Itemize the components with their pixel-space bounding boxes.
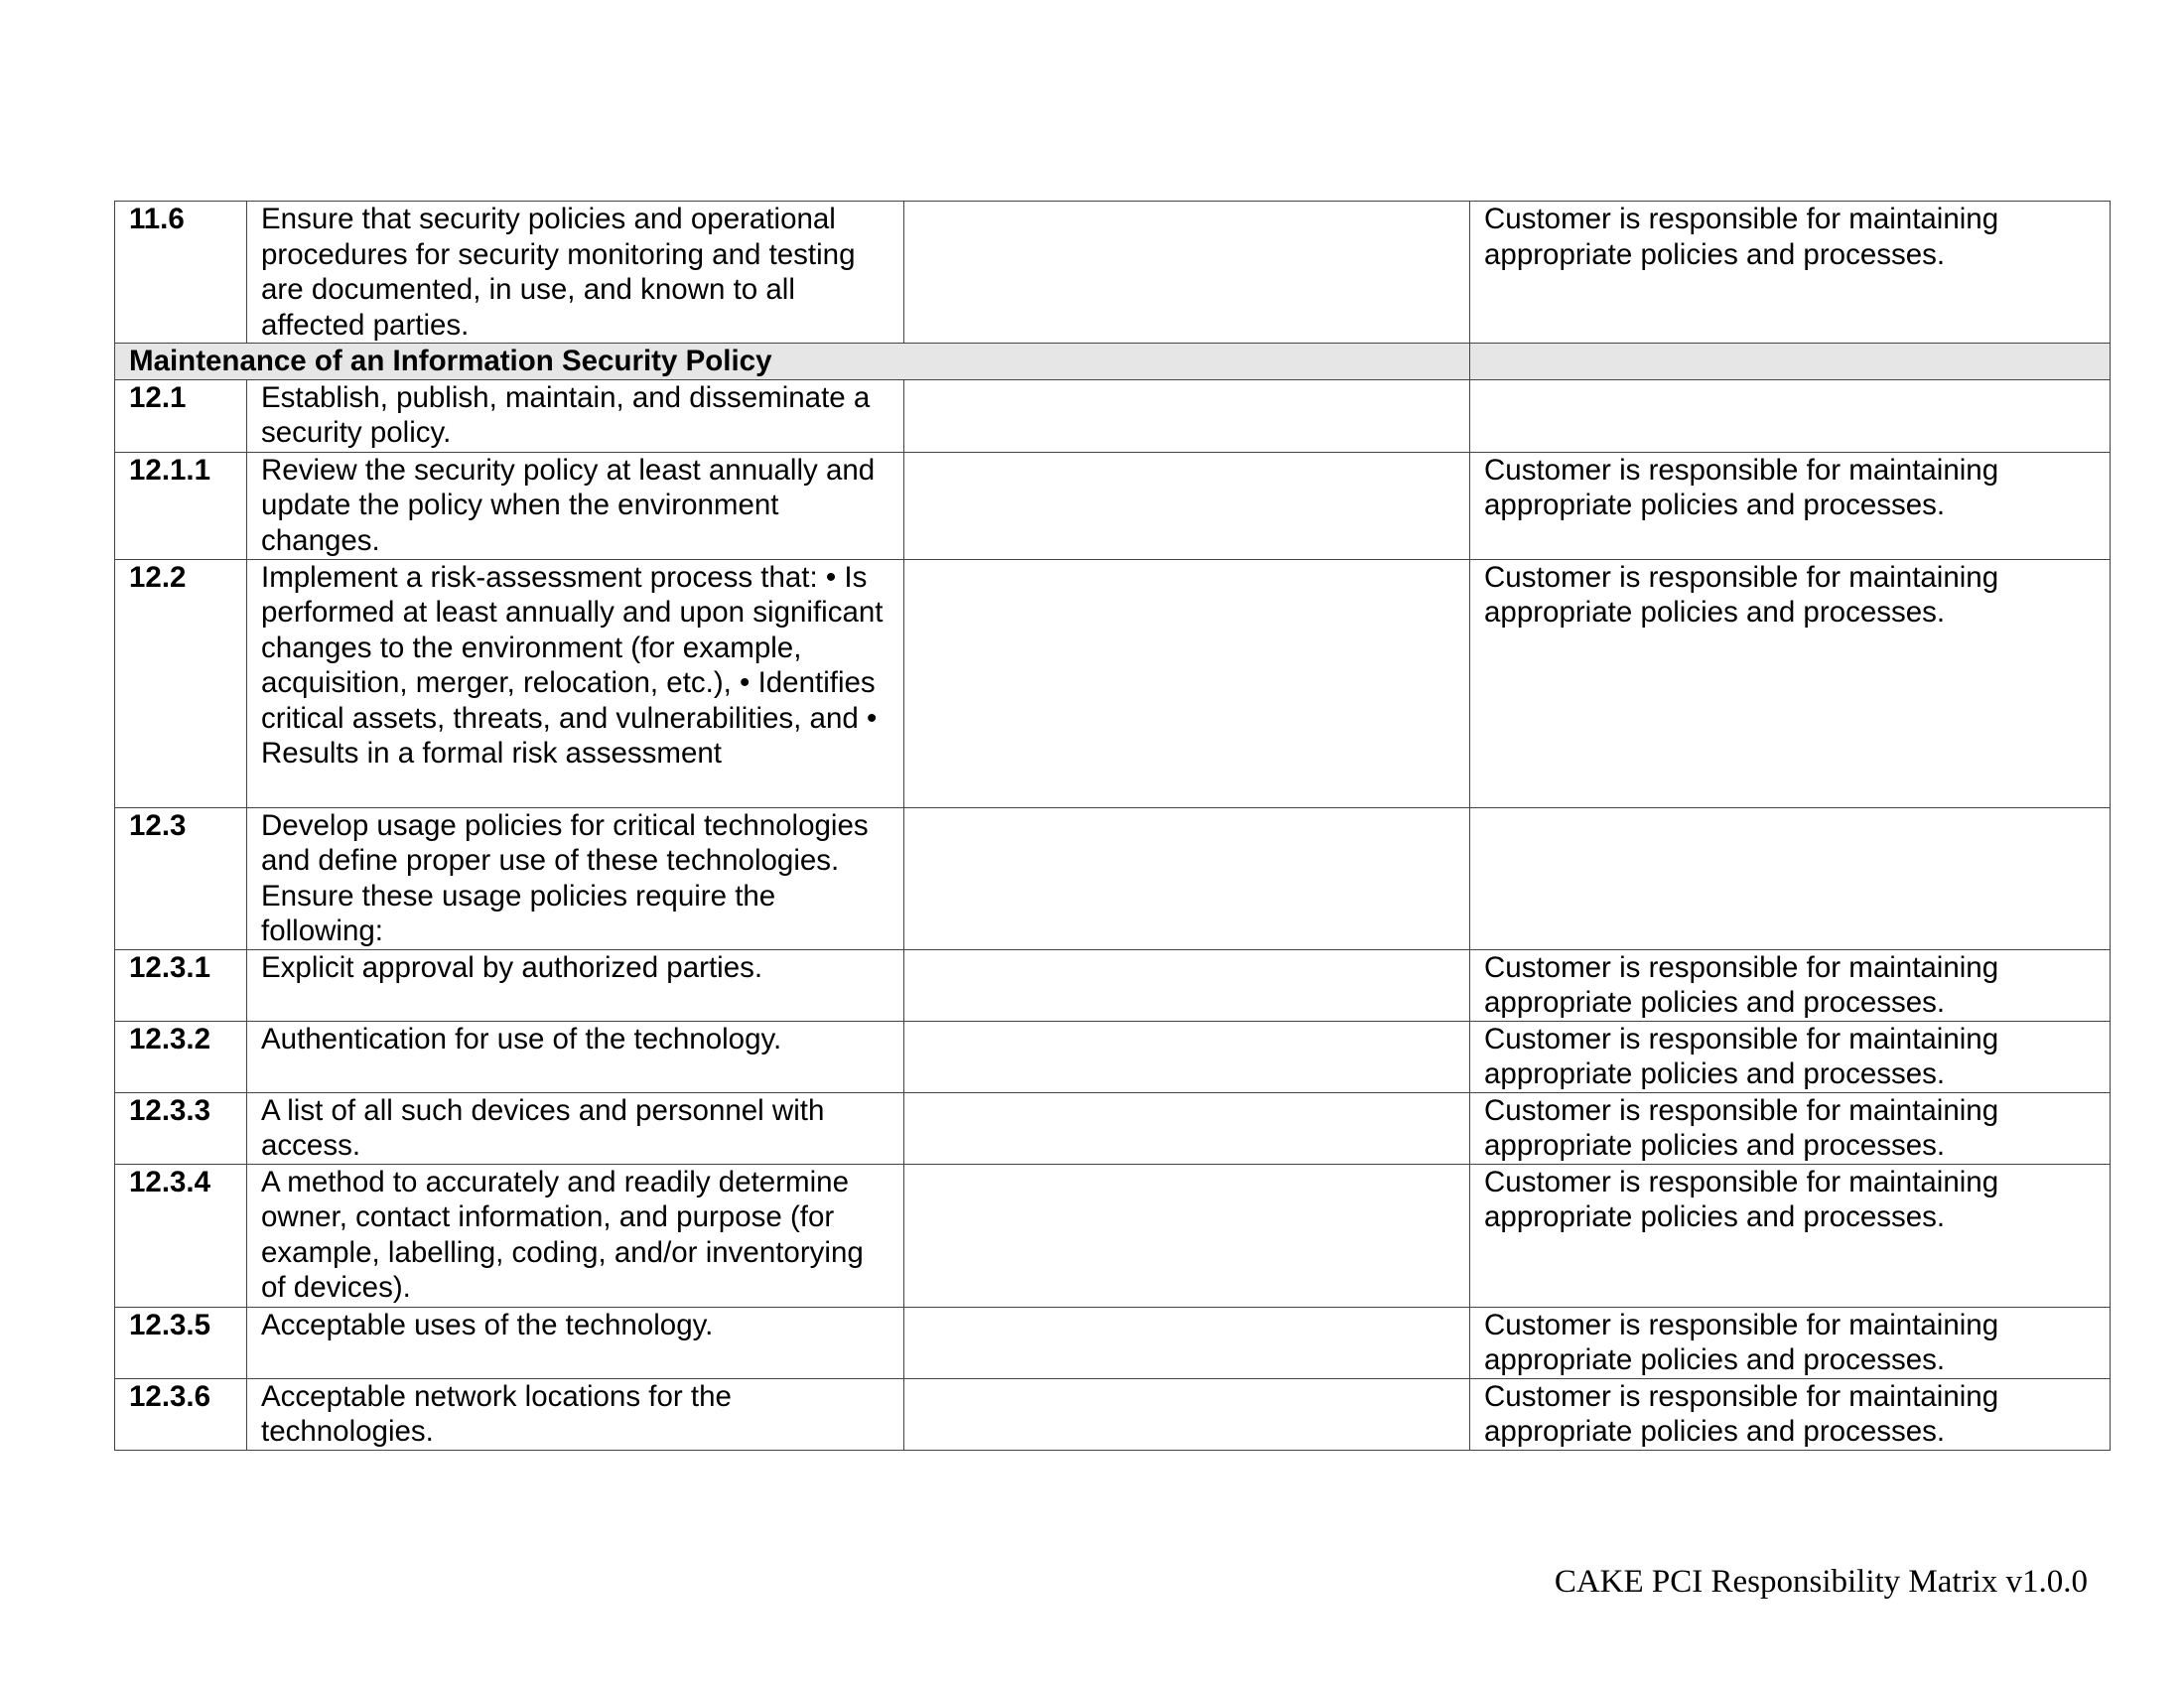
requirement-text: Ensure that security policies and operational procedures for security monitoring and testing are documented, in use, and known to all affected parties.	[247, 202, 904, 344]
responsibility-text: Customer is responsible for maintaining appropriate policies and processes.	[1470, 1021, 2111, 1092]
notes-cell	[904, 1092, 1470, 1164]
responsibility-text: Customer is responsible for maintaining appropriate policies and processes.	[1470, 452, 2111, 559]
responsibility-text	[1470, 807, 2111, 949]
notes-cell	[904, 1378, 1470, 1450]
table-row	[115, 1307, 2111, 1378]
requirement-id: 12.3.6	[115, 1378, 247, 1450]
responsibility-text: Customer is responsible for maintaining appropriate policies and processes.	[1470, 1378, 2111, 1450]
responsibility-text: Customer is responsible for maintaining appropriate policies and processes.	[1470, 1307, 2111, 1378]
table-row	[115, 1378, 2111, 1450]
responsibility-text: Customer is responsible for maintaining appropriate policies and processes.	[1470, 949, 2111, 1021]
requirement-text: A list of all such devices and personnel with access.	[247, 1092, 904, 1164]
notes-cell	[904, 1021, 1470, 1092]
section-title: Maintenance of an Information Security Policy	[115, 344, 1470, 380]
table-row	[115, 202, 2111, 344]
requirement-id: 12.3.4	[115, 1164, 247, 1307]
notes-cell	[904, 379, 1470, 452]
document-footer: CAKE PCI Responsibility Matrix v1.0.0	[1554, 1564, 2088, 1600]
section-empty-cell	[1470, 344, 2111, 380]
requirement-id: 12.3.5	[115, 1307, 247, 1378]
notes-cell	[904, 452, 1470, 559]
requirement-id: 12.3.3	[115, 1092, 247, 1164]
notes-cell	[904, 1164, 1470, 1307]
matrix-body	[115, 202, 2111, 1451]
table-row	[115, 1164, 2111, 1307]
table-row	[115, 379, 2111, 452]
requirement-text: Review the security policy at least annually and update the policy when the environment changes.	[247, 452, 904, 559]
requirement-text: Acceptable uses of the technology.	[247, 1307, 904, 1378]
requirement-id: 12.3.1	[115, 949, 247, 1021]
notes-cell	[904, 1307, 1470, 1378]
notes-cell	[904, 949, 1470, 1021]
requirement-id: 12.1.1	[115, 452, 247, 559]
requirement-text: Authentication for use of the technology.	[247, 1021, 904, 1092]
requirement-text: Implement a risk-assessment process that: • Is performed at least annually and upon significant changes to the environment (for example, acquisition, merger, relocation, etc.), • Identifies critical assets, threats, and vulnerabilities, and • Results in a formal risk assessment	[247, 559, 904, 807]
responsibility-matrix-table	[114, 201, 2111, 1451]
requirement-id: 12.2	[115, 559, 247, 807]
table-row	[115, 807, 2111, 949]
requirement-id: 12.3	[115, 807, 247, 949]
requirement-id: 11.6	[115, 202, 247, 344]
table-row	[115, 452, 2111, 559]
table-row	[115, 1021, 2111, 1092]
requirement-id: 12.1	[115, 379, 247, 452]
responsibility-text: Customer is responsible for maintaining appropriate policies and processes.	[1470, 1164, 2111, 1307]
requirement-text: Acceptable network locations for the technologies.	[247, 1378, 904, 1450]
responsibility-text: Customer is responsible for maintaining appropriate policies and processes.	[1470, 202, 2111, 344]
requirement-text: Explicit approval by authorized parties.	[247, 949, 904, 1021]
notes-cell	[904, 202, 1470, 344]
responsibility-text: Customer is responsible for maintaining appropriate policies and processes.	[1470, 559, 2111, 807]
responsibility-text	[1470, 379, 2111, 452]
table-row	[115, 1092, 2111, 1164]
responsibility-text: Customer is responsible for maintaining appropriate policies and processes.	[1470, 1092, 2111, 1164]
requirement-text: Develop usage policies for critical technologies and define proper use of these technologies. Ensure these usage policies require the following:	[247, 807, 904, 949]
requirement-text: Establish, publish, maintain, and disseminate a security policy.	[247, 379, 904, 452]
notes-cell	[904, 807, 1470, 949]
table-row	[115, 559, 2111, 807]
requirement-text: A method to accurately and readily determine owner, contact information, and purpose (for example, labelling, coding, and/or inventorying of devices).	[247, 1164, 904, 1307]
section-header-row	[115, 344, 2111, 380]
requirement-id: 12.3.2	[115, 1021, 247, 1092]
table-row	[115, 949, 2111, 1021]
notes-cell	[904, 559, 1470, 807]
